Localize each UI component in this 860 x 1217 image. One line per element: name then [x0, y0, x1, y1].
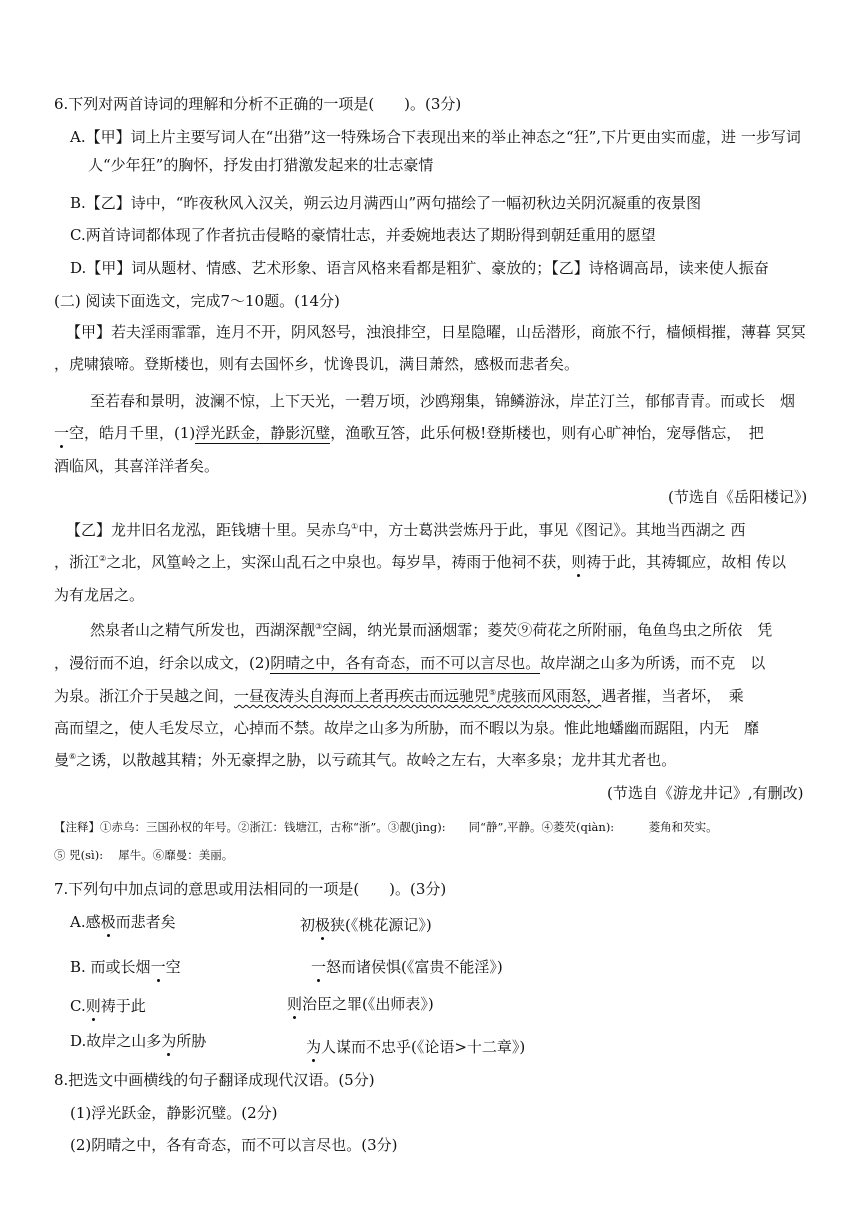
q7-option-a-left: A.感极而悲者矣	[70, 913, 176, 931]
jia-line1: 【甲】若夫淫雨霏霏，连月不开，阴风怒号，浊浪排空，日星隐曜，山岳潜形，商旅不行，樯倾楫摧，薄暮 冥冥	[66, 323, 806, 341]
note-marker: ①	[351, 522, 359, 531]
jia-line2: ，虎啸猿啼。登斯楼也，则有去国怀乡，忧谗畏讥，满目萧然，感极而悲者矣。	[54, 355, 580, 373]
underlined-sentence-2: 阴晴之中，各有奇态，而不可以言尽也。	[270, 654, 541, 672]
jia-line4: 一空，皓月千里，(1)浮光跃金，静影沉璧，渔歌互答，此乐何极!登斯楼也，则有心旷神怡，宠辱偕忘， 把	[54, 424, 764, 442]
dotted-char: 则	[85, 997, 101, 1015]
dotted-char: 极	[100, 913, 116, 931]
q6-option-b: B.【乙】诗中，“昨夜秋风入汉关，朔云边月满西山”两句描绘了一幅初秋边关阴沉凝重的夜景图	[70, 194, 702, 212]
q8-item1: (1)浮光跃金，静影沉璧。(2分)	[70, 1104, 278, 1122]
q7-option-d-left: D.故岸之山多为所胁	[70, 1032, 207, 1050]
wavy-underlined-sentence: 一昼夜涛头自海而上者再疾击而远驰兕⑤虎骇而风雨怒，	[234, 687, 602, 705]
yi-line6: 为泉。浙江介于吴越之间，一昼夜涛头自海而上者再疾击而远驰兕⑤虎骇而风雨怒，遇者摧，当者坏， 乘	[54, 687, 744, 705]
yi-line2: ，浙江②之北，风篁岭之上，实深山乱石之中泉也。每岁旱，祷雨于他祠不获，则祷于此，其祷辄应，故相 传以	[54, 553, 786, 571]
jia-line5: 酒临风，其喜洋洋者矣。	[54, 457, 220, 475]
q6-option-c: C.两首诗词都体现了作者抗击侵略的豪情壮志，并委婉地表达了期盼得到朝廷重用的愿望	[70, 226, 656, 244]
yi-line3: 为有龙居之。	[54, 586, 145, 604]
yi-line7: 高而望之，使人毛发尽立，心掉而不禁。故岸之山多为所胁，而不暇以为泉。惟此地蟠幽而踞阻，内无 靡	[54, 719, 760, 737]
dotted-char: 一	[54, 424, 70, 442]
yi-line1: 【乙】龙井旧名龙泓，距钱塘十里。吴赤乌①中，方士葛洪尝炼丹于此，事见《图记》。其地当西湖之 西	[66, 521, 746, 539]
jia-line3: 至若春和景明，波澜不惊，上下天光，一碧万顷，沙鸥翔集，锦鳞游泳，岸芷汀兰，郁郁青青。而或长 烟	[90, 392, 796, 410]
q7-option-c-left: C.则祷于此	[70, 997, 146, 1015]
q7-option-c-right: 则治臣之罪(《出师表》)	[287, 995, 434, 1013]
dotted-char: 为	[161, 1032, 177, 1050]
notes-line2: ⑤ 兕(sì): 犀牛。⑥靡曼：美丽。	[54, 848, 234, 862]
yi-line5: ，漫衍而不迫，纡余以成文，(2)阴晴之中，各有奇态，而不可以言尽也。故岸湖之山多为所诱，而不克 以	[54, 654, 766, 672]
note-marker: ⑥	[69, 752, 77, 761]
dotted-char: 极	[315, 916, 331, 934]
q6-option-a-line1: A.【甲】词上片主要写词人在“出猎”这一特殊场合下表现出来的举止神态之“狂”,下片更由实而虚，进 一步写词	[70, 128, 801, 146]
jia-source: (节选自《岳阳楼记》)	[668, 488, 808, 506]
yi-line4: 然泉者山之精气所发也，西湖深靓③空阔，纳光景而涵烟霏；菱芡⑨荷花之所附丽，龟鱼鸟虫之所依 凭	[90, 621, 773, 639]
yi-source: (节选自《游龙井记》,有删改)	[607, 784, 804, 802]
section2-heading: (二) 阅读下面选文，完成7～10题。(14分)	[54, 292, 340, 310]
q8-stem: 8.把选文中画横线的句子翻译成现代汉语。(5分)	[54, 1071, 375, 1089]
yi-line8: 曼⑥之诱，以散越其精；外无豪捍之胁，以亏疏其气。故岭之左右，大率多泉；龙井其尤者也。	[54, 751, 677, 769]
note-marker: ⑤	[489, 688, 497, 697]
dotted-char: 为	[306, 1038, 322, 1056]
dotted-char: 则	[287, 995, 303, 1013]
q8-item2: (2)阴晴之中，各有奇态，而不可以言尽也。(3分)	[70, 1136, 398, 1154]
note-marker: ②	[99, 554, 107, 563]
note-marker: ③	[315, 622, 323, 631]
q6-option-d: D.【甲】词从题材、情感、艺术形象、语言风格来看都是粗犷、豪放的；【乙】诗格调高昂，读来使人振奋	[70, 259, 769, 277]
q6-option-a-line2: 人“少年狂”的胸怀，抒发由打猎激发起来的壮志豪情	[88, 156, 434, 174]
q7-option-d-right: 为人谋而不忠乎(《论语>十二章》)	[306, 1038, 526, 1056]
q7-option-b-left: B. 而或长烟一空	[70, 958, 181, 976]
dotted-char: 一	[150, 958, 166, 976]
dotted-char: 一	[311, 958, 327, 976]
underlined-sentence-1: 浮光跃金，静影沉璧	[195, 424, 331, 442]
q7-option-a-right: 初极狭(《桃花源记》)	[300, 916, 432, 934]
q6-stem: 6.下列对两首诗词的理解和分析不正确的一项是( )。(3分)	[54, 95, 462, 113]
dotted-char: 则	[571, 553, 587, 571]
q7-stem: 7.下列句中加点词的意思或用法相同的一项是( )。(3分)	[54, 880, 447, 898]
q7-option-b-right: 一怒而诸侯惧(《富贵不能淫》)	[311, 958, 503, 976]
notes-line1: 【注释】①赤乌：三国孙权的年号。②浙江：钱塘江，古称“浙”。③靓(jìng): 同“静”,平静。④菱芡(qiàn): 菱角和芡实。	[54, 820, 718, 834]
